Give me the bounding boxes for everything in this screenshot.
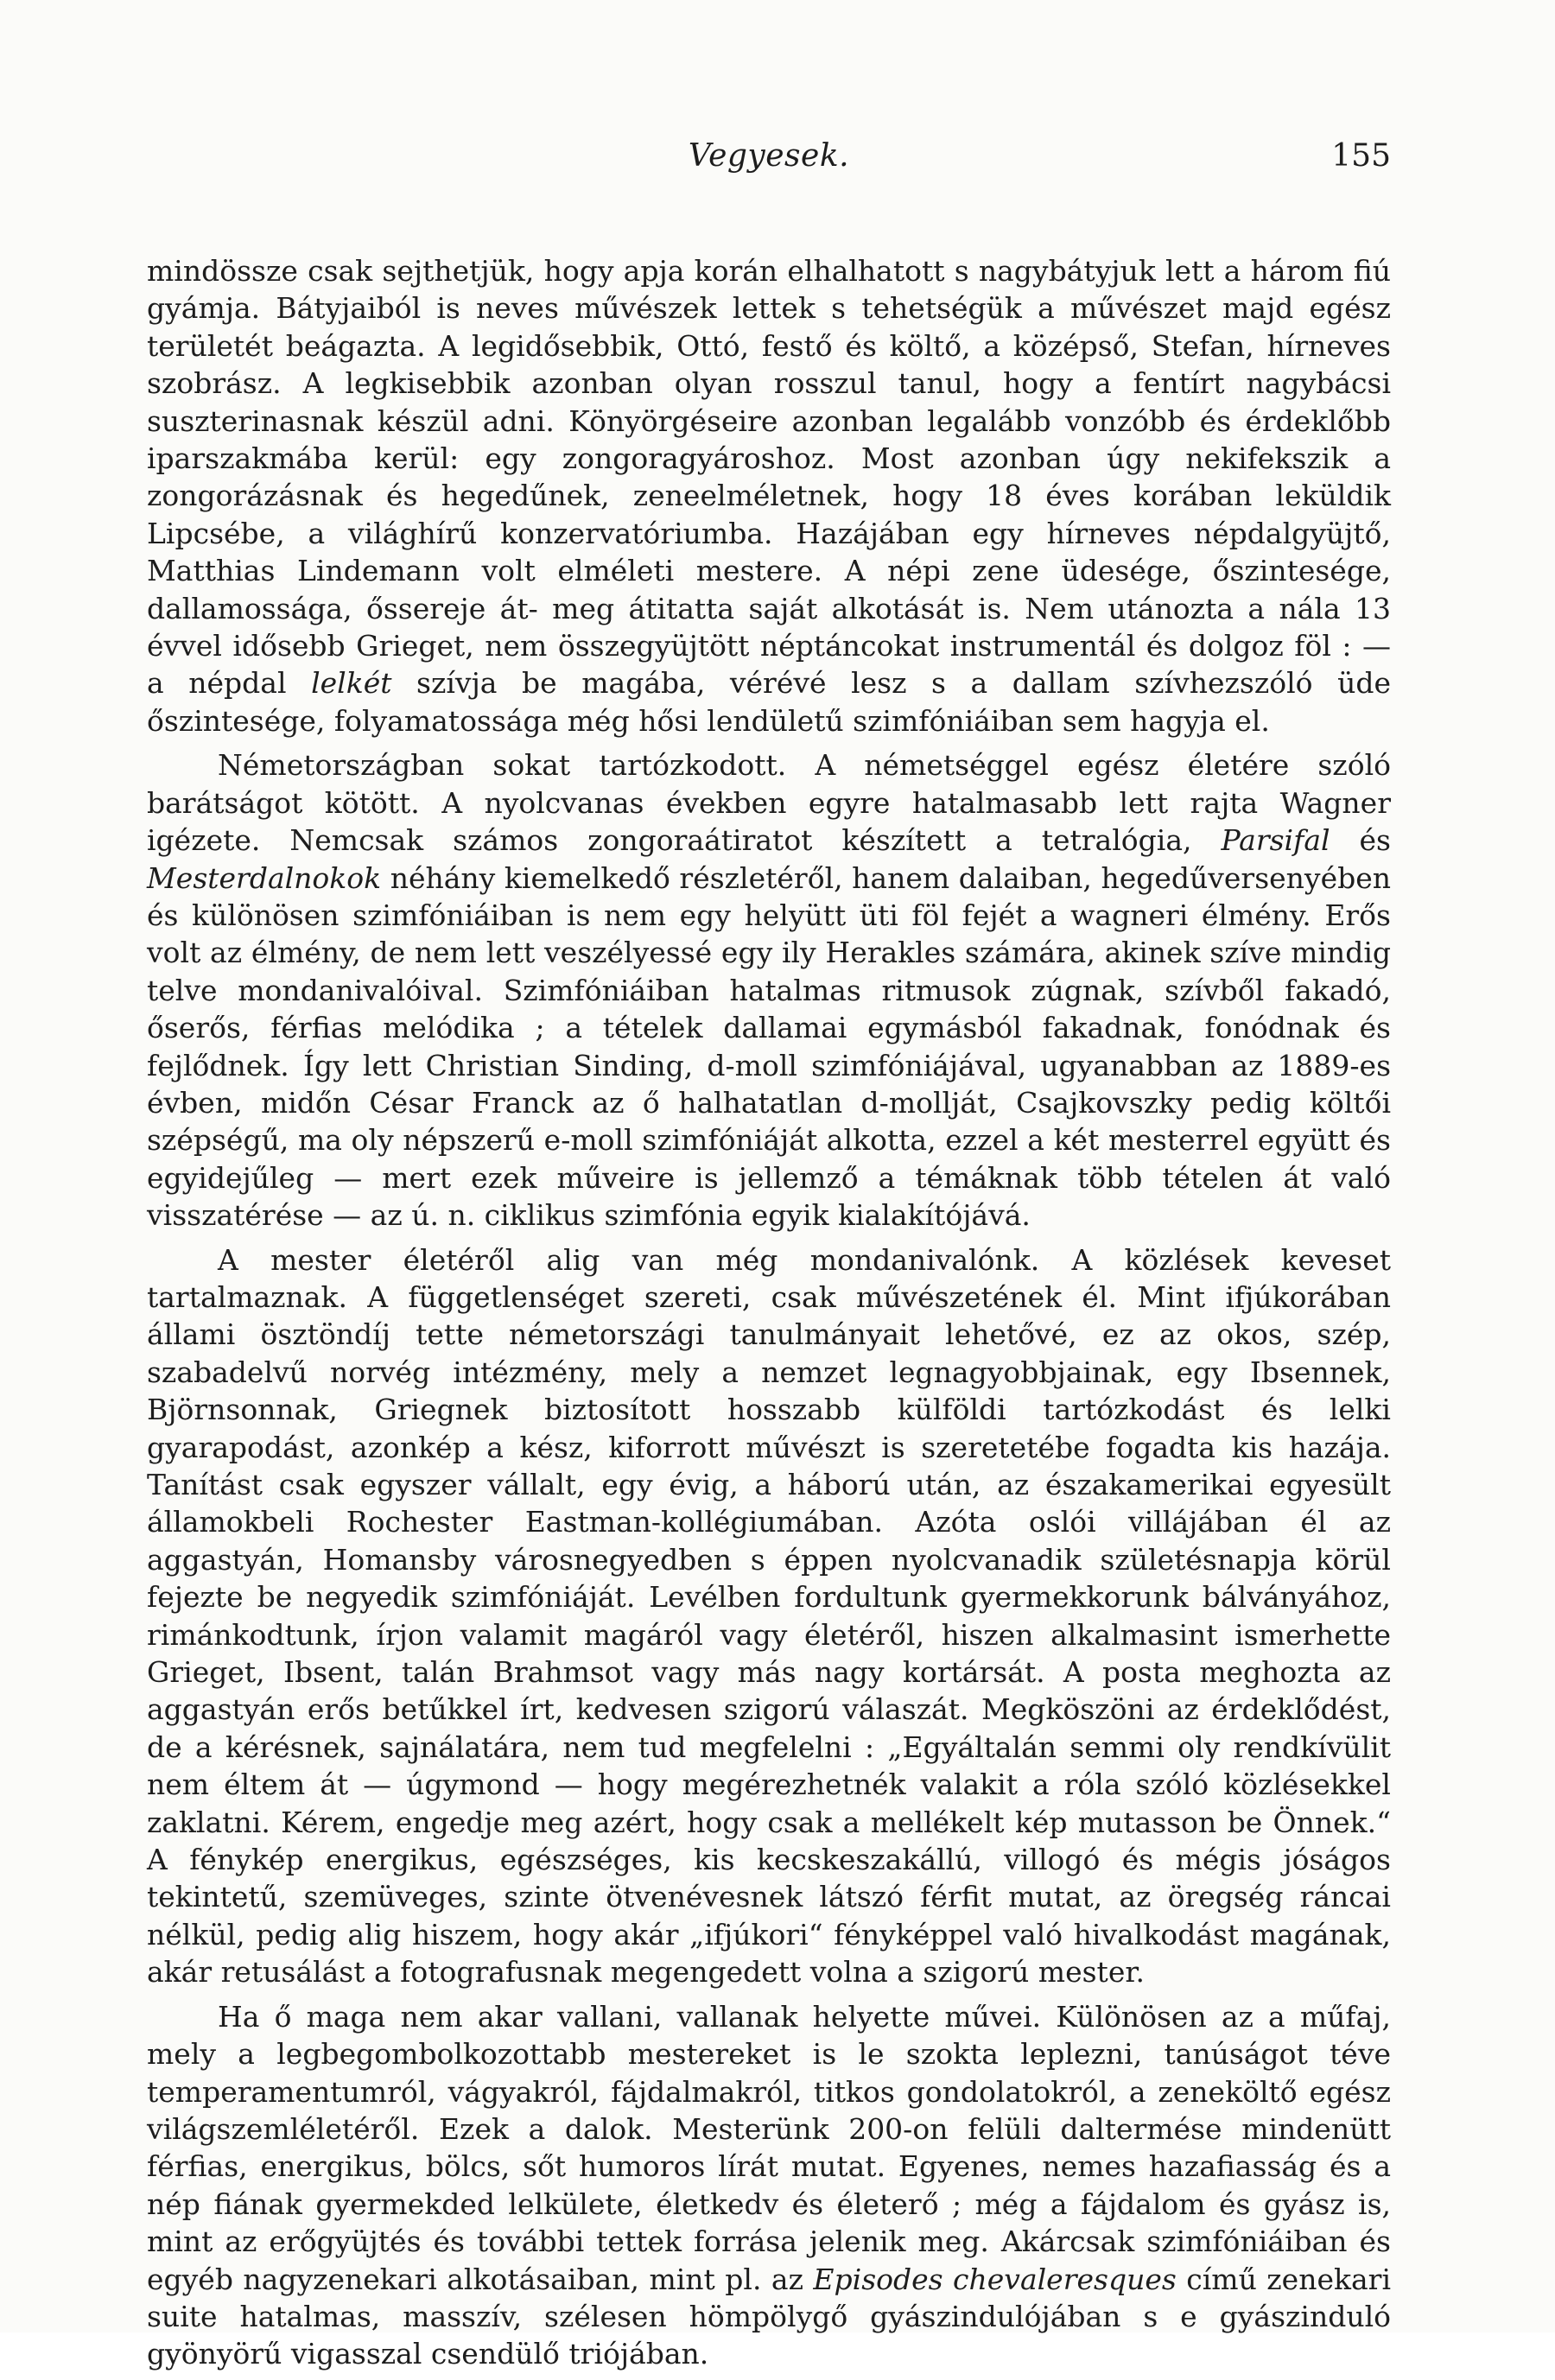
italic-title: Parsifal [1221,823,1330,858]
italic-title: Episodes chevaleresques [813,2262,1177,2296]
paragraph-text: és [1330,823,1391,858]
page-header [147,138,1391,181]
body-text [147,252,1391,2380]
italic-word: lelkét [311,666,392,701]
paragraph-text: Németországban sokat tartózkodott. A németséggel egész életére szóló barátságot kötött. A nyolcvanas években egyre hatalmasabb lett rajta Wagner igézete. Nemcsak számos zongoraátiratot készített a tetralógia, [147,748,1391,858]
page-number: 155 [1331,138,1391,174]
paragraph-text: Ha ő maga nem akar vallani, vallanak helyette művei. Különösen az a műfaj, mely a legbegombolkozottabb mestereket is le szokta leplezni, tanúságot téve temperamentumról, vágyakról, fájdalmakról, titkos gondolatokról, a zeneköltő egész világszemléletéről. Ezek a dalok. Mesterünk 200-on felüli daltermése mindenütt férfias, energikus, bölcs, sőt humoros lírát mutat. Egyenes, nemes hazafiasság és a nép fiának gyermekded lelkülete, életkedv és életerő ; még a fájdalom és gyász is, mint az erőgyüjtés és további tettek forrása jelenik meg. Akárcsak szimfóniáiban és egyéb nagyzenekari alkotásaiban, mint pl. az [147,1999,1391,2296]
paragraph-1 [147,252,1391,739]
paragraph-4 [147,1998,1391,2373]
paragraph-text: A mester életéről alig van még mondanivalónk. A közlések keveset tartalmaznak. A függetlenséget szereti, csak művészetének él. Mint ifjúkorában állami ösztöndíj tette németországi tanulmányait lehetővé, ez az okos, szép, szabadelvű norvég intézmény, mely a nemzet legnagyobbjainak, egy Ibsennek, Björnsonnak, Griegnek biztosított hosszabb külföldi tartózkodást és lelki gyarapodást, azonkép a kész, kiforrott művészt is szeretetébe fogadta kis hazája. Tanítást csak egyszer vállalt, egy évig, a háború után, az északamerikai egyesült államokbeli Rochester Eastman-kollégiumában. Azóta oslói villájában él az aggastyán, Homansby városnegyedben s éppen nyolcvanadik születésnapja körül fejezte be negyedik szimfóniáját. Levélben fordultunk gyermekkorunk bálványához, rimánkodtunk, írjon valamit magáról vagy életéről, hiszen alkalmasint ismerhette Grieget, Ibsent, talán Brahmsot vagy más nagy kortársát. A posta meghozta az aggastyán erős betűkkel írt, kedvesen szigorú válaszát. Megköszöni az érdeklődést, de a kérésnek, sajnálatára, nem tud megfelelni : „Egyáltalán semmi oly rendkívülit nem éltem át — úgymond — hogy megérezhetnék valakit a róla szóló közlésekkel zaklatni. Kérem, engedje meg azért, hogy csak a mellékelt kép mutasson be Önnek.“ A fénykép energikus, egészséges, kis kecskeszakállú, villogó és mégis jóságos tekintetű, szemüveges, szinte ötvenévesnek látszó férfit mutat, az öregség ráncai nélkül, pedig alig hiszem, hogy akár „ifjúkori“ fényképpel való hivalkodást magának, akár retusálást a fotografusnak megengedett volna a szigorú mester. [147,1242,1391,1990]
paragraph-3 [147,1241,1391,1991]
italic-title: Mesterdalnokok [147,860,382,895]
paragraph-text: szívja be magába, vérévé lesz s a dallam szívhezszóló üde őszintesége, folyamatossága még hősi lendületű szimfóniáiban sem hagyja el. [147,666,1391,738]
running-title: Vegyesek. [688,138,850,174]
paragraph-2 [147,746,1391,1234]
paragraph-text: mindössze csak sejthetjük, hogy apja korán elhalhatott s nagybátyjuk lett a három fiú gyámja. Bátyjaiból is neves művészek lettek s tehetségük a művészet majd egész területét beágazta. A legidősebbik, Ottó, festő és költő, a középső, Stefan, hírneves szobrász. A legkisebbik azonban olyan rosszul tanul, hogy a fentírt nagybácsi suszterinasnak készül adni. Könyörgéseire azonban legalább vonzóbb és érdeklőbb iparszakmába kerül: egy zongoragyároshoz. Most azonban úgy nekifekszik a zongorázásnak és hegedűnek, zeneelméletnek, hogy 18 éves korában leküldik Lipcsébe, a világhírű konzervatóriumba. Hazájában egy hírneves népdalgyüjtő, Matthias Lindemann volt elméleti mestere. A népi zene üdesége, őszintesége, dallamossága, őssereje át- meg átitatta saját alkotását is. Nem utánozta a nála 13 évvel idősebb Grieget, nem összegyüjtött néptáncokat instrumentál és dolgoz föl : — a népdal [147,254,1391,701]
paragraph-text: című zenekari suite hatalmas, masszív, szélesen hömpölygő gyászindulójában s e gyászinduló gyönyörű vigasszal csendülő triójában. [147,2262,1391,2371]
paragraph-text: néhány kiemelkedő részletéről, hanem dalaiban, hegedűversenyében és különösen szimfóniáiban is nem egy helyütt üti föl fejét a wagneri élmény. Erős volt az élmény, de nem lett veszélyessé egy ily Herakles számára, akinek szíve mindig telve mondanivalóival. Szimfóniáiban hatalmas ritmusok zúgnak, szívből fakadó, őserős, férfias melódika ; a tételek dallamai egymásból fakadnak, fonódnak és fejlődnek. Így lett Christian Sinding, d-moll szimfóniájával, ugyanabban az 1889-es évben, midőn César Franck az ő halhatatlan d-mollját, Csajkovszky pedig költői szépségű, ma oly népszerű e-moll szimfóniáját alkotta, ezzel a két mesterrel együtt és egyidejűleg — mert ezek műveire is jellemző a témáknak több tételen át való visszatérése — az ú. n. ciklikus szimfónia egyik kialakítójává. [147,860,1391,1233]
